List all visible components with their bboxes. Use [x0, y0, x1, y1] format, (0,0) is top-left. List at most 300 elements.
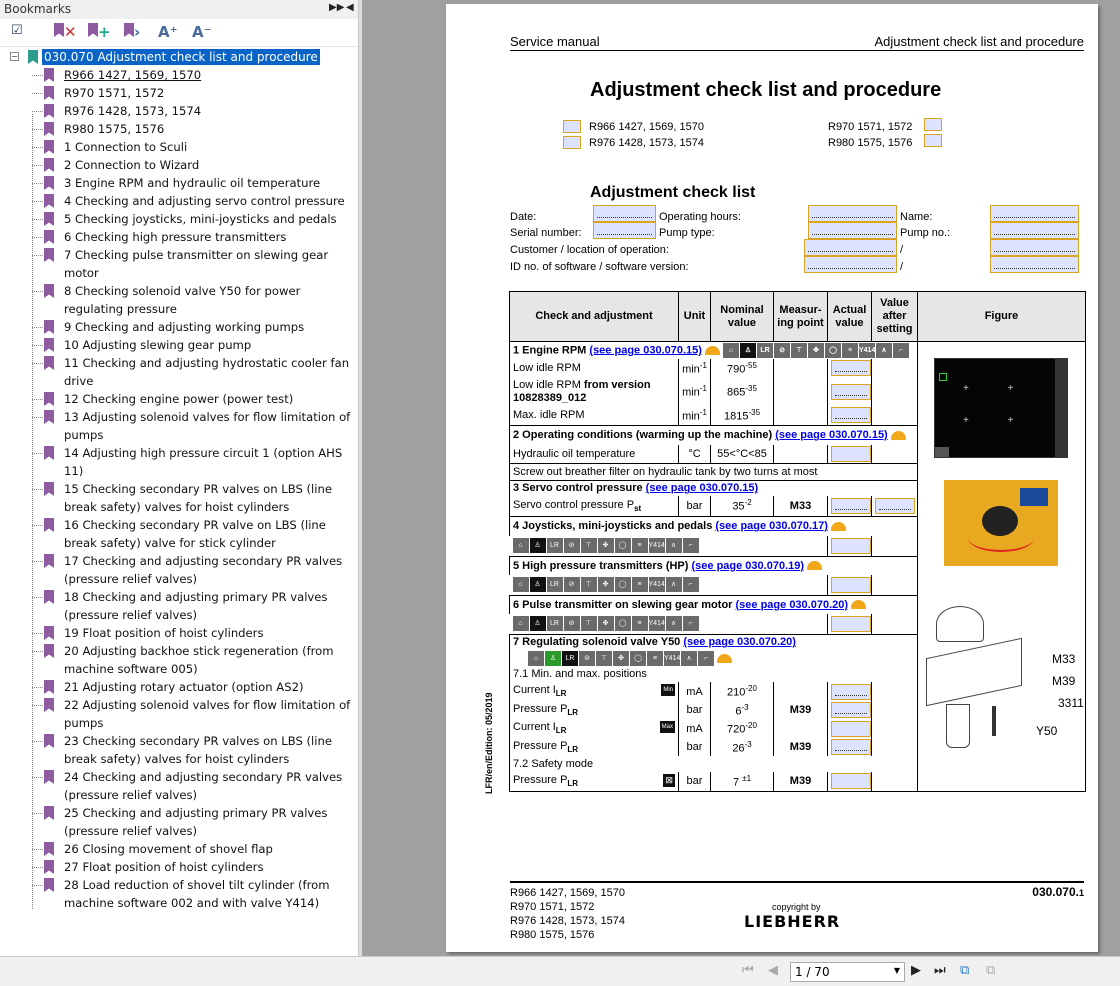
actual-value-field[interactable] — [831, 773, 871, 789]
bookmark-item[interactable] — [0, 516, 352, 552]
bookmark-icon — [44, 842, 54, 856]
tank-icon: ⊤ — [581, 616, 597, 631]
goto-bookmark-icon[interactable]: › — [124, 23, 140, 41]
helmet-icon — [831, 522, 846, 531]
bookmark-icon — [44, 770, 54, 784]
col-header: Check and adjustment — [510, 292, 679, 342]
pump-type-field[interactable] — [808, 222, 897, 239]
helmet-icon — [851, 600, 866, 609]
figure-label: 3311 — [1058, 696, 1084, 710]
bookmark-item[interactable] — [0, 858, 352, 876]
actual-value-field[interactable] — [831, 702, 871, 718]
bookmark-item[interactable] — [0, 480, 352, 516]
first-page-icon[interactable]: ⏮ — [742, 963, 754, 978]
operator-icon: ♙ — [740, 343, 756, 358]
bookmark-label[interactable]: 20 Adjusting backhoe stick regeneration (from machine software 005) — [64, 644, 334, 676]
bookmark-item[interactable] — [0, 102, 352, 120]
key-icon: ≡ — [842, 343, 858, 358]
unit: bar — [679, 701, 711, 719]
unit: min — [682, 363, 700, 376]
pump-icon: ◯ — [615, 616, 631, 631]
chart-icon: ⌐ — [683, 616, 699, 631]
bookmark-item[interactable] — [0, 768, 352, 804]
bookmark-icon — [44, 68, 54, 82]
section-title: 6 Pulse transmitter on slewing gear motor — [513, 598, 733, 611]
bookmarks-header — [0, 0, 358, 19]
nominal-value: 26 — [732, 742, 745, 755]
table-row: Max. idle RPM $\min^{-1}$ $1815^{-35}$ — [510, 406, 1086, 426]
bookmark-item[interactable] — [0, 876, 352, 912]
bookmark-item[interactable] — [0, 678, 352, 696]
bookmark-item[interactable] — [0, 552, 352, 588]
liebherr-logo: LIEBHERR — [744, 912, 841, 931]
bookmark-icon — [28, 50, 38, 64]
bookmark-label[interactable]: 13 Adjusting solenoid valves for flow limitation of pumps — [64, 410, 351, 442]
bookmark-icon — [44, 104, 54, 118]
actual-value-field[interactable] — [831, 446, 871, 462]
y414-icon: Y414 — [649, 616, 665, 631]
bookmark-item[interactable] — [0, 804, 352, 840]
bookmarks-panel — [0, 0, 359, 956]
bookmark-icon — [44, 158, 54, 172]
y414-icon: Y414 — [664, 651, 680, 666]
min-badge: Min — [661, 684, 675, 696]
display-screenshot-figure: + + + + — [934, 358, 1068, 458]
page-number: 030.070.1 — [1032, 885, 1084, 899]
bookmark-icon — [44, 734, 54, 748]
bookmark-item[interactable] — [0, 318, 352, 336]
gauge-icon: ⊘ — [564, 538, 580, 553]
measuring-point: M39 — [774, 738, 828, 756]
bookmark-label[interactable]: 23 Checking secondary PR valves on LBS (line break safety) valves for hoist cylinders — [64, 734, 332, 766]
bookmark-item[interactable] — [0, 696, 352, 732]
curve-icon: ∧ — [681, 651, 697, 666]
tank-icon: ⊤ — [791, 343, 807, 358]
header-left: Service manual — [510, 34, 600, 49]
nominal-value: 1815 — [723, 410, 749, 423]
bookmark-label[interactable]: 5 Checking joysticks, mini-joysticks and pedals — [64, 212, 337, 226]
bookmark-label[interactable]: 15 Checking secondary PR valves on LBS (line break safety) valves for hoist cylinders — [64, 482, 332, 514]
col-header: Unit — [679, 292, 711, 342]
section-title: 2 Operating conditions (warming up the machine) — [513, 429, 773, 442]
chart-icon: ⌐ — [698, 651, 714, 666]
actual-value-field[interactable] — [831, 384, 871, 400]
bookmark-label[interactable]: R976 1428, 1573, 1574 — [64, 104, 202, 118]
bookmark-icon — [44, 554, 54, 568]
page-select[interactable] — [790, 962, 905, 982]
bookmark-label[interactable]: 12 Checking engine power (power test) — [64, 392, 294, 406]
row-label: Low idle RPM — [513, 378, 584, 391]
bookmark-label[interactable]: R966 1427, 1569, 1570 — [64, 68, 202, 82]
table-row: Pressure $P_{LR}$ ⊠ bar 7 $^{\pm 1}$ M39 — [510, 772, 1086, 791]
bookmark-item[interactable] — [0, 642, 352, 678]
curve-icon: ∧ — [876, 343, 892, 358]
bookmark-icon — [44, 320, 54, 334]
tank-icon: ⊤ — [581, 577, 597, 592]
lr-icon: LR — [757, 343, 773, 358]
lr-icon: LR — [547, 616, 563, 631]
col-header: Nominal value — [711, 292, 774, 342]
bookmark-icon — [44, 482, 54, 496]
home-icon: ⌂ — [513, 538, 529, 553]
note: Screw out breather filter on hydraulic tank by two turns at most — [510, 463, 918, 480]
bookmark-label[interactable]: 17 Checking and adjusting secondary PR valves (pressure relief valves) — [64, 554, 343, 586]
breather-filter-photo — [944, 480, 1058, 566]
bookmark-label[interactable]: 9 Checking and adjusting working pumps — [64, 320, 305, 334]
table-row: Servo control pressure $P_{st}$ bar $35^{-2}$ M33 — [510, 496, 1086, 516]
subsection-title: 7.1 Min. and max. positions — [510, 666, 918, 682]
bookmark-icon — [44, 878, 54, 892]
last-page-icon[interactable]: ⏭ — [934, 963, 946, 978]
icon-strip — [513, 538, 699, 553]
unit: min — [682, 386, 700, 399]
nominal-value: 790 — [727, 363, 746, 376]
operator-icon: ♙ — [545, 651, 561, 666]
actual-value-field[interactable] — [831, 498, 871, 514]
op-hours-label: Operating hours: — [659, 211, 741, 223]
bookmark-icon — [44, 212, 54, 226]
curve-icon: ∧ — [666, 616, 682, 631]
bookmark-label[interactable]: 3 Engine RPM and hydraulic oil temperature — [64, 176, 321, 190]
section-title: 3 Servo control pressure — [513, 482, 643, 495]
bookmark-icon — [44, 860, 54, 874]
subsection-title: 7.2 Safety mode — [510, 756, 918, 772]
table-row: Low idle RPM $\min^{-1}$ $790^{-55}$ — [510, 359, 1086, 378]
row-label: Servo control pressure P — [513, 498, 635, 511]
date-label: Date: — [510, 211, 537, 223]
max-badge: Max — [660, 721, 675, 733]
section-title: 4 Joysticks, mini-joysticks and pedals — [513, 520, 713, 533]
unit: mA — [679, 682, 711, 701]
bookmark-item[interactable] — [0, 732, 352, 768]
key-icon: ≡ — [632, 616, 648, 631]
row-label: Current I — [513, 684, 556, 697]
software-label: ID no. of software / software version: — [510, 261, 689, 273]
bookmark-item[interactable] — [0, 408, 352, 444]
previous-page-icon[interactable]: ◀ — [768, 963, 778, 978]
bookmark-label[interactable]: 19 Float position of hoist cylinders — [64, 626, 264, 640]
navigation-bar — [0, 956, 1120, 986]
tank-icon: ⊤ — [581, 538, 597, 553]
fan-icon: ✤ — [613, 651, 629, 666]
bookmark-label[interactable]: R980 1575, 1576 — [64, 122, 165, 136]
table-row: Pressure $P_{LR}$ bar $6^{-3}$ M39 — [510, 701, 1086, 719]
home-icon: ⌂ — [723, 343, 739, 358]
chevron-down-icon[interactable]: ▼ — [893, 966, 900, 975]
bookmark-item[interactable] — [0, 336, 352, 354]
bookmark-icon — [44, 446, 54, 460]
bookmark-item[interactable] — [0, 228, 352, 246]
model-label: R976 1428, 1573, 1574 — [589, 137, 704, 149]
serial-label: Serial number: — [510, 227, 582, 239]
bookmark-icon — [44, 338, 54, 352]
bookmark-icon — [44, 680, 54, 694]
decrease-font-icon[interactable]: A⁻ — [192, 23, 212, 41]
bookmark-label[interactable]: 2 Connection to Wizard — [64, 158, 200, 172]
op-hours-field[interactable] — [808, 205, 897, 222]
lr-icon: LR — [562, 651, 578, 666]
unit: °C — [679, 445, 711, 464]
table-row: Current $I_{LR}$ Min mA $210^{-20}$ — [510, 682, 1086, 701]
icon-strip — [513, 616, 699, 631]
bookmark-icon — [44, 284, 54, 298]
increase-font-icon[interactable]: A⁺ — [158, 23, 178, 41]
key-icon: ≡ — [632, 577, 648, 592]
serial-field[interactable] — [593, 222, 656, 239]
y414-icon: Y414 — [649, 577, 665, 592]
model-label: R966 1427, 1569, 1570 — [589, 121, 704, 133]
bookmark-item[interactable] — [0, 174, 352, 192]
bookmark-label[interactable]: 22 Adjusting solenoid valves for flow limitation of pumps — [64, 698, 351, 730]
previous-view-icon[interactable]: ⧉ — [960, 963, 970, 978]
key-icon: ≡ — [647, 651, 663, 666]
pump-type-label: Pump type: — [659, 227, 715, 239]
chart-icon: ⌐ — [683, 577, 699, 592]
footer-rule — [510, 881, 1084, 883]
unit: bar — [679, 772, 711, 791]
gauge-icon: ⊘ — [564, 616, 580, 631]
bookmark-icon — [44, 644, 54, 658]
slash: / — [900, 244, 904, 256]
location-field[interactable] — [990, 239, 1079, 256]
figure-cell — [918, 342, 1086, 792]
bookmark-icon — [44, 176, 54, 190]
chart-icon: ⌐ — [683, 538, 699, 553]
gauge-icon: ⊘ — [774, 343, 790, 358]
bookmark-item[interactable] — [0, 282, 352, 318]
page-indicator: 1 / 70 — [795, 965, 830, 979]
bookmark-item[interactable] — [0, 138, 352, 156]
model-checkbox[interactable] — [924, 134, 942, 147]
col-header: Value after setting — [872, 292, 918, 342]
valve-block-drawing — [922, 586, 1032, 764]
value-after-field[interactable] — [875, 498, 915, 514]
tank-icon: ⊤ — [596, 651, 612, 666]
helmet-icon — [717, 654, 732, 663]
section-title: 1 Engine RPM — [513, 344, 587, 357]
bookmark-item[interactable] — [0, 354, 352, 390]
operator-icon: ♙ — [530, 616, 546, 631]
actual-value-field[interactable] — [831, 721, 871, 737]
lr-icon: LR — [547, 538, 563, 553]
bookmarks-toolbar — [0, 19, 358, 47]
bookmark-item[interactable] — [0, 84, 352, 102]
expand-panel-icon[interactable]: ▶▶ — [329, 2, 345, 13]
nominal-value: 720 — [727, 723, 746, 736]
bookmark-label[interactable]: 6 Checking high pressure transmitters — [64, 230, 287, 244]
model-checkbox[interactable] — [924, 118, 942, 131]
table-row: Pressure $P_{LR}$ bar $26^{-3}$ M39 — [510, 738, 1086, 756]
helmet-icon — [807, 561, 822, 570]
model-label: R980 1575, 1576 — [828, 137, 913, 149]
pdf-page — [446, 4, 1098, 952]
bookmark-label[interactable]: 4 Checking and adjusting servo control pressure — [64, 194, 345, 208]
page-link[interactable]: (see page 030.070.15) — [645, 482, 759, 495]
bookmark-label[interactable]: 8 Checking solenoid valve Y50 for power regulating pressure — [64, 284, 301, 316]
pump-icon: ◯ — [825, 343, 841, 358]
bookmark-icon — [44, 122, 54, 136]
row-label: Hydraulic oil temperature — [510, 445, 679, 464]
bookmark-item[interactable] — [0, 840, 352, 858]
bookmark-label[interactable]: 10 Adjusting slewing gear pump — [64, 338, 252, 352]
actual-value-field[interactable] — [831, 360, 871, 376]
row-label: Current I — [513, 721, 556, 734]
row-label: Pressure P — [513, 739, 568, 752]
icon-strip — [513, 577, 699, 592]
bookmark-item[interactable] — [0, 390, 352, 408]
checklist-table — [509, 291, 1086, 792]
row-label: Max. idle RPM — [510, 406, 679, 426]
measuring-point: M33 — [774, 496, 828, 516]
curve-icon: ∧ — [666, 577, 682, 592]
page-title: Adjustment check list and procedure — [590, 79, 942, 101]
bookmark-item[interactable] — [0, 588, 352, 624]
bookmark-icon — [44, 140, 54, 154]
bookmark-label[interactable]: 16 Checking secondary PR valve on LBS (line break safety) valve for stick cylinder — [64, 518, 326, 550]
actual-value-field[interactable] — [831, 616, 871, 632]
bookmark-item[interactable] — [0, 156, 352, 174]
operator-icon: ♙ — [530, 577, 546, 592]
copyright-text: copyright by — [772, 902, 821, 912]
bookmark-icon — [44, 410, 54, 424]
unit: mA — [679, 719, 711, 738]
page-link[interactable]: (see page 030.070.17) — [715, 520, 828, 533]
y414-icon: Y414 — [649, 538, 665, 553]
table-row: Low idle RPM from version 10828389_012 $\min^{-1}$ $865^{-35}$ — [510, 378, 1086, 406]
customer-label: Customer / location of operation: — [510, 244, 669, 256]
home-icon: ⌂ — [513, 577, 529, 592]
section-title: 5 High pressure transmitters (HP) — [513, 559, 689, 572]
bookmark-item[interactable] — [0, 624, 352, 642]
header-rule — [510, 50, 1084, 51]
pump-no-label: Pump no.: — [900, 227, 951, 239]
slash: / — [900, 261, 904, 273]
actual-value-field[interactable] — [831, 739, 871, 755]
model-checkbox[interactable] — [563, 136, 581, 149]
section-title: 7 Regulating solenoid valve Y50 — [513, 636, 681, 649]
pump-icon: ◯ — [615, 538, 631, 553]
bookmark-label[interactable]: 11 Checking and adjusting hydrostatic cooler fan drive — [64, 356, 350, 388]
unit: min — [682, 410, 700, 423]
actual-value-field[interactable] — [831, 577, 871, 593]
actual-value-field[interactable] — [831, 538, 871, 554]
name-field[interactable] — [990, 205, 1079, 222]
bookmark-root-label[interactable]: 030.070 Adjustment check list and procedure — [44, 50, 318, 64]
page-link[interactable]: (see page 030.070.15) — [775, 429, 888, 442]
bookmark-item[interactable] — [0, 120, 352, 138]
bookmark-label[interactable]: 26 Closing movement of shovel flap — [64, 842, 273, 856]
date-field[interactable] — [593, 205, 656, 222]
bookmark-icon — [44, 248, 54, 262]
software-version-field[interactable] — [990, 256, 1079, 273]
row-label: Pressure P — [513, 774, 568, 787]
bookmark-icon — [44, 392, 54, 406]
bookmark-list — [0, 66, 358, 912]
actual-value-field[interactable] — [831, 684, 871, 700]
measuring-point: M39 — [774, 701, 828, 719]
bookmark-icon — [44, 626, 54, 640]
next-page-icon[interactable]: ▶ — [911, 963, 921, 978]
nominal-value: 35 — [732, 501, 745, 514]
bookmark-label[interactable]: 14 Adjusting high pressure circuit 1 (option AHS 11) — [64, 446, 343, 478]
row-label: Pressure P — [513, 702, 568, 715]
gauge-icon: ⊘ — [564, 577, 580, 592]
row-label: Low idle RPM — [510, 359, 679, 378]
bookmark-item[interactable] — [0, 444, 352, 480]
gauge-icon: ⊘ — [579, 651, 595, 666]
customer-field[interactable] — [804, 239, 897, 256]
bookmark-label[interactable]: 28 Load reduction of shovel tilt cylinder (from machine software 002 and with valve Y414) — [64, 878, 330, 910]
bookmark-icon — [44, 194, 54, 208]
bookmark-label[interactable]: 27 Float position of hoist cylinders — [64, 860, 264, 874]
figure-label: M33 — [1052, 652, 1076, 666]
name-label: Name: — [900, 211, 933, 223]
bookmark-label[interactable]: 25 Checking and adjusting primary PR valves (pressure relief valves) — [64, 806, 328, 838]
bookmark-label[interactable]: 18 Checking and adjusting primary PR valves (pressure relief valves) — [64, 590, 328, 622]
bookmark-item[interactable] — [0, 210, 352, 228]
header-right: Adjustment check list and procedure — [874, 34, 1084, 49]
nominal-value: 55<°C<85 — [711, 445, 774, 464]
bookmark-icon — [44, 518, 54, 532]
model-checkbox[interactable] — [563, 120, 581, 133]
icon-strip — [528, 651, 714, 666]
unit: bar — [679, 738, 711, 756]
bookmark-item[interactable] — [0, 246, 352, 282]
col-header: Measur-ing point — [774, 292, 828, 342]
fan-icon: ✤ — [598, 616, 614, 631]
page-link[interactable]: (see page 030.070.19) — [691, 559, 805, 572]
bookmark-icon — [44, 86, 54, 100]
table-row: Current $I_{LR}$ Max mA $720^{-20}$ — [510, 719, 1086, 738]
bookmark-label[interactable]: 1 Connection to Sculi — [64, 140, 188, 154]
nominal-value: 6 — [735, 705, 742, 718]
bookmark-label[interactable]: 24 Checking and adjusting secondary PR valves (pressure relief valves) — [64, 770, 343, 802]
page-link[interactable]: (see page 030.070.20) — [683, 636, 796, 649]
y414-icon: Y414 — [859, 343, 875, 358]
home-icon: ⌂ — [528, 651, 544, 666]
collapse-panel-icon[interactable]: ◀ — [346, 2, 354, 13]
bookmark-label[interactable]: 7 Checking pulse transmitter on slewing gear motor — [64, 248, 329, 280]
edition-text: LFR/en/Edition: 05/2019 — [484, 692, 494, 794]
safety-mode-icon: ⊠ — [665, 775, 673, 786]
actual-value-field[interactable] — [831, 407, 871, 423]
bookmark-label[interactable]: R970 1571, 1572 — [64, 86, 165, 100]
delete-bookmark-icon[interactable]: ✕ — [54, 23, 77, 41]
chart-icon: ⌐ — [893, 343, 909, 358]
next-view-icon[interactable]: ⧉ — [986, 963, 996, 978]
page-link[interactable]: (see page 030.070.20) — [735, 598, 849, 611]
options-icon[interactable]: ☑ — [11, 23, 23, 38]
nominal-value: 210 — [727, 686, 746, 699]
add-bookmark-icon[interactable]: + — [88, 23, 111, 41]
operator-icon: ♙ — [530, 538, 546, 553]
bookmark-icon — [44, 590, 54, 604]
pump-no-field[interactable] — [990, 222, 1079, 239]
bookmark-item[interactable] — [0, 192, 352, 210]
icon-strip — [723, 343, 909, 358]
pump-icon: ◯ — [615, 577, 631, 592]
bookmark-label[interactable]: 21 Adjusting rotary actuator (option AS2) — [64, 680, 304, 694]
page-link[interactable]: (see page 030.070.15) — [589, 344, 702, 357]
home-icon: ⌂ — [513, 616, 529, 631]
model-label: R970 1571, 1572 — [828, 121, 913, 133]
lr-icon: LR — [547, 577, 563, 592]
fan-icon: ✤ — [808, 343, 824, 358]
curve-icon: ∧ — [666, 538, 682, 553]
software-id-field[interactable] — [804, 256, 897, 273]
bookmark-item[interactable] — [0, 66, 352, 84]
collapse-toggle-icon[interactable]: − — [11, 52, 18, 61]
